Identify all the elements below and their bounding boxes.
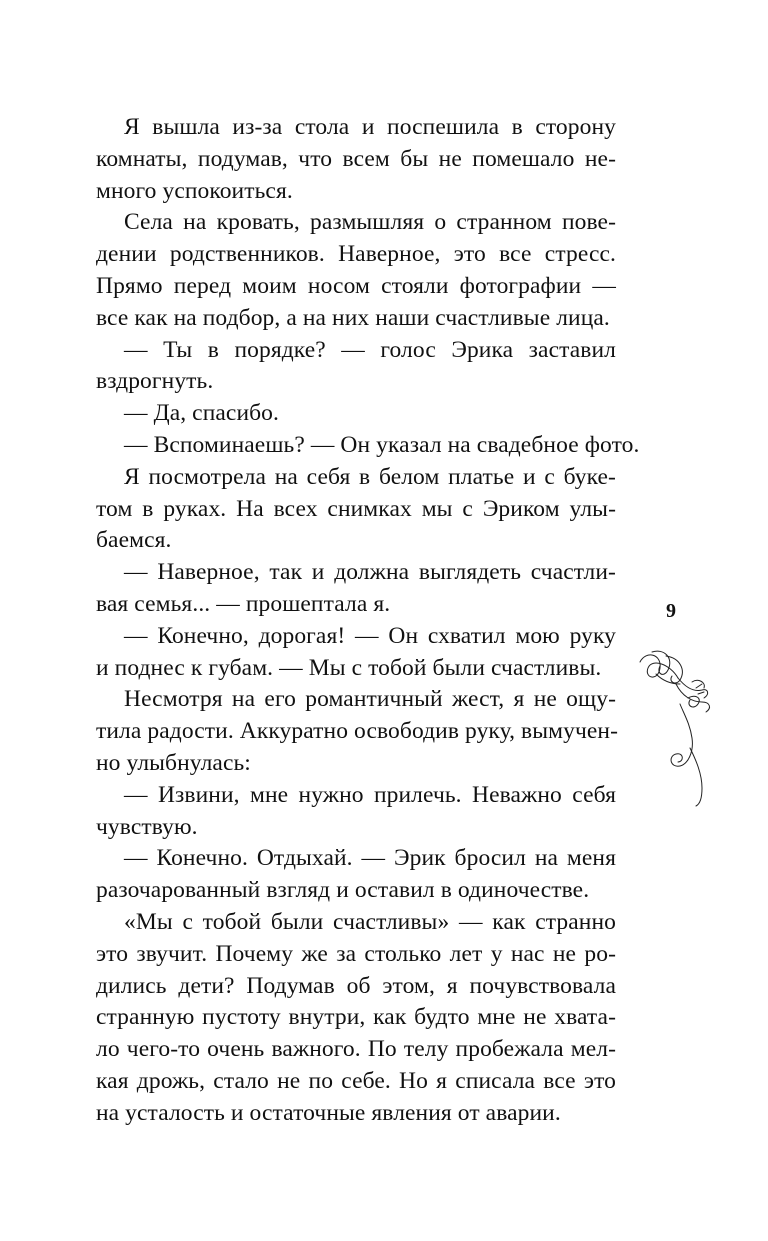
text-line: Села на кровать, размышляя о странном пове- xyxy=(124,209,616,236)
text-line: все как на подбор, а на них наши счастливые лица. xyxy=(96,304,610,331)
text-line: комнаты, подумав, что всем бы не помешало не- xyxy=(96,145,616,172)
text-line: — Конечно. Отдыхай. — Эрик бросил на меня xyxy=(124,845,616,872)
text-line: баемся. xyxy=(96,527,172,554)
text-line: вая семья... — прошептала я. xyxy=(96,590,391,617)
body-text xyxy=(96,112,640,1130)
text-line: — Да, спасибо. xyxy=(124,400,280,427)
text-line: вздрогнуть. xyxy=(96,368,214,395)
text-line: — Наверное, так и должна выглядеть счастли- xyxy=(124,559,616,586)
text-line: Я посмотрела на себя в белом платье и с буке- xyxy=(124,463,616,490)
text-line: это звучит. Почему же за столько лет у нас не ро- xyxy=(96,940,616,967)
floral-flourish-icon xyxy=(636,648,736,808)
text-line: ло чего-то очень важного. По телу пробежала мел- xyxy=(96,1036,616,1063)
text-line: дились дети? Подумав об этом, я почувствовала xyxy=(96,972,616,999)
text-line: — Извини, мне нужно прилечь. Неважно себя xyxy=(124,781,616,808)
text-line: «Мы с тобой были счастливы» — как странно xyxy=(124,908,616,935)
text-line: но улыбнулась: xyxy=(96,749,251,776)
text-line: том в руках. На всех снимках мы с Эриком улы- xyxy=(96,495,616,522)
text-line: — Вспоминаешь? — Он указал на свадебное фото. xyxy=(124,431,640,458)
text-line: — Ты в порядке? — голос Эрика заставил xyxy=(124,336,616,363)
page-number: 9 xyxy=(666,600,676,622)
text-line: Прямо перед моим носом стояли фотографии — xyxy=(96,272,616,299)
text-line: — Конечно, дорогая! — Он схватил мою руку xyxy=(124,622,616,649)
text-line: Я вышла из-за стола и поспешила в сторону xyxy=(124,114,616,140)
text-line: на усталость и остаточные явления от аварии. xyxy=(96,1099,561,1126)
text-line: много успокоиться. xyxy=(96,177,293,204)
text-line: разочарованный взгляд и оставил в одиночестве. xyxy=(96,877,590,904)
text-line: и поднес к губам. — Мы с тобой были счастливы. xyxy=(96,654,602,681)
text-line: чувствую. xyxy=(96,813,198,840)
text-line: Несмотря на его романтичный жест, я не ощу- xyxy=(124,686,616,713)
text-line: странную пустоту внутри, как будто мне не хвата- xyxy=(96,1004,616,1031)
text-line: дении родственников. Наверное, это все стресс. xyxy=(96,241,616,268)
text-line: тила радости. Аккуратно освободив руку, вымучен- xyxy=(96,718,619,745)
text-line: кая дрожь, стало не по себе. Но я списала все это xyxy=(96,1067,616,1094)
